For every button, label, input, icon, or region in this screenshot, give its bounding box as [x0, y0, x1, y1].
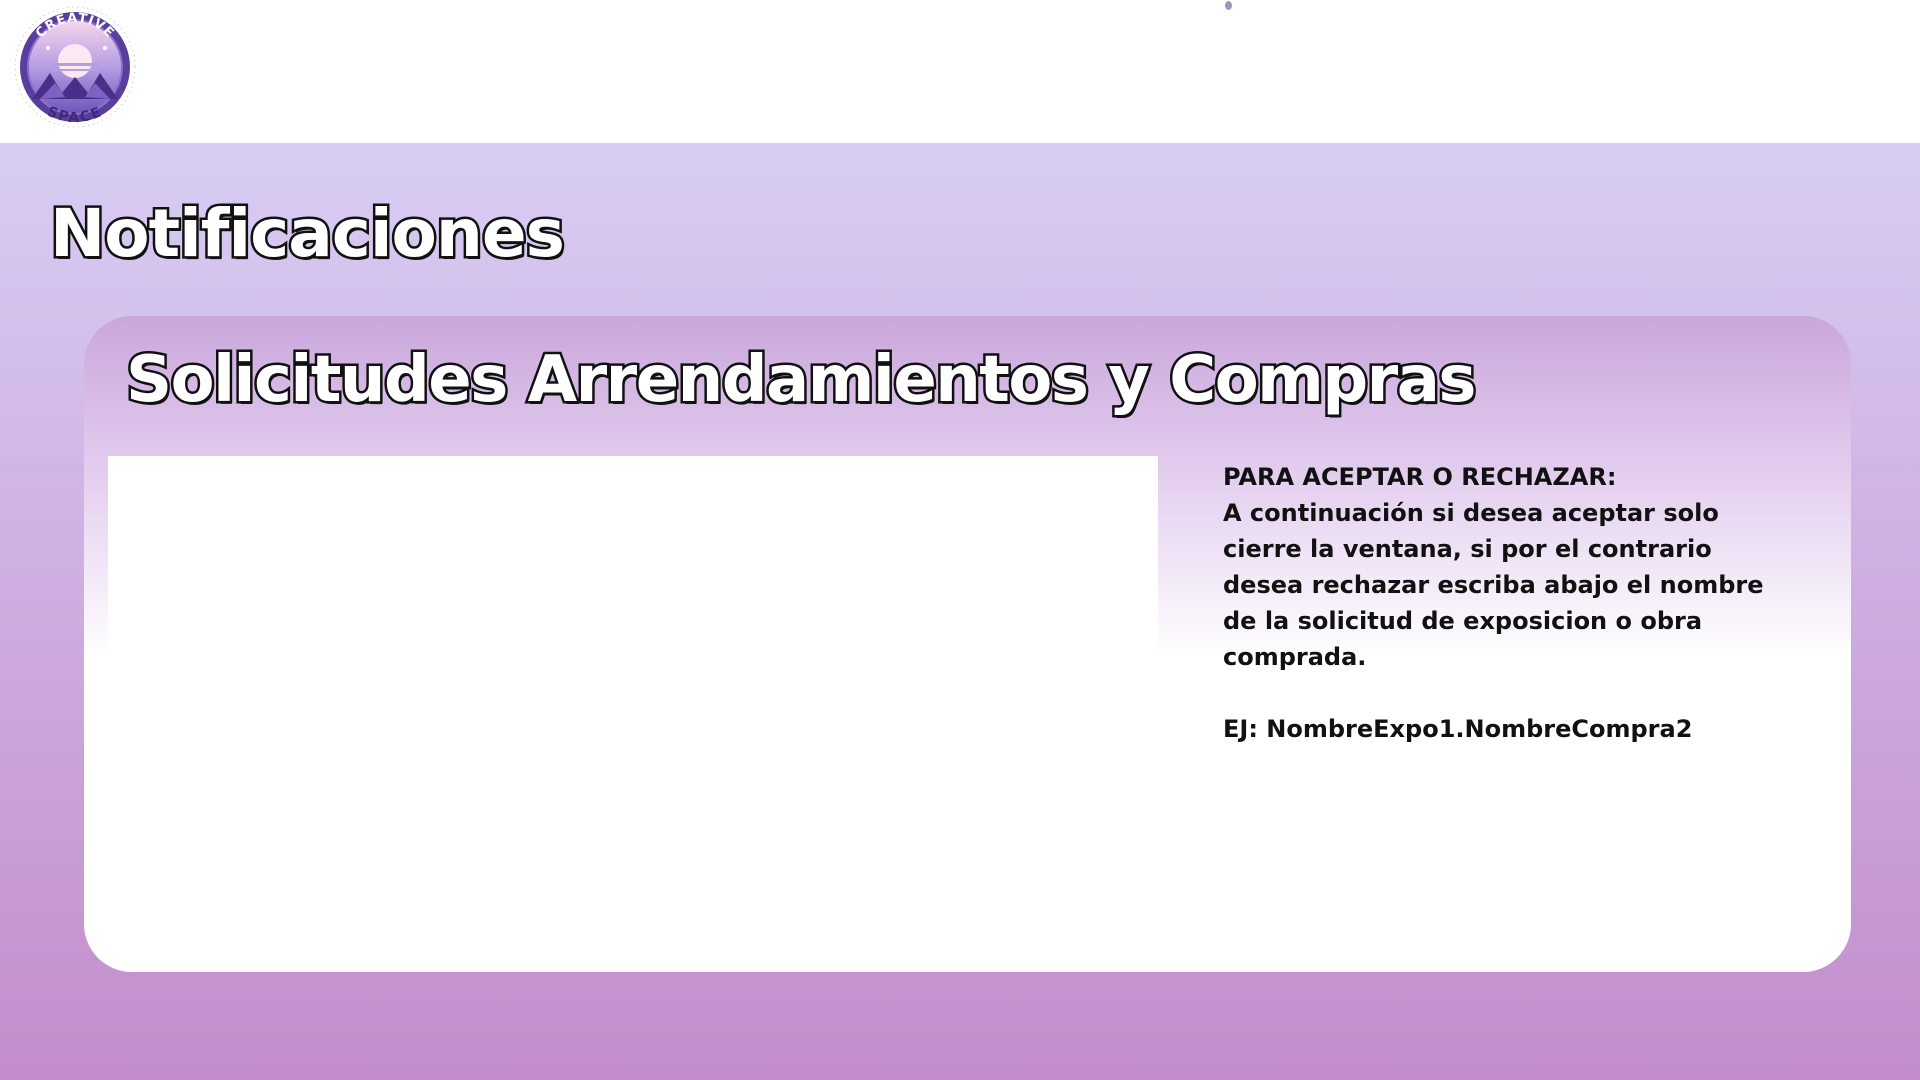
- instructions-text: [1223, 459, 1783, 747]
- logo-bottom-text: SPACE: [44, 103, 106, 127]
- requests-list-panel[interactable]: [108, 456, 1158, 768]
- logo-emblem-icon: [10, 3, 140, 138]
- main-content: [0, 143, 1920, 1080]
- page-title: Notificaciones: [50, 195, 564, 272]
- decorative-dot: [1225, 1, 1232, 10]
- requests-card: [84, 316, 1851, 972]
- card-title: Solicitudes Arrendamientos y Compras: [126, 343, 1475, 417]
- top-bar: [0, 0, 1920, 143]
- instructions-heading: PARA ACEPTAR O RECHAZAR:: [1223, 463, 1617, 491]
- logo-top-text: CREATIVE: [33, 10, 118, 42]
- instructions-body: A continuación si desea aceptar solo cierre la ventana, si por el contrario desea rechazar escriba abajo el nombre de la solicitud de exposicion o obra comprada.: [1223, 499, 1764, 671]
- creative-space-logo[interactable]: [10, 3, 140, 138]
- instructions-example: EJ: NombreExpo1.NombreCompra2: [1223, 715, 1693, 743]
